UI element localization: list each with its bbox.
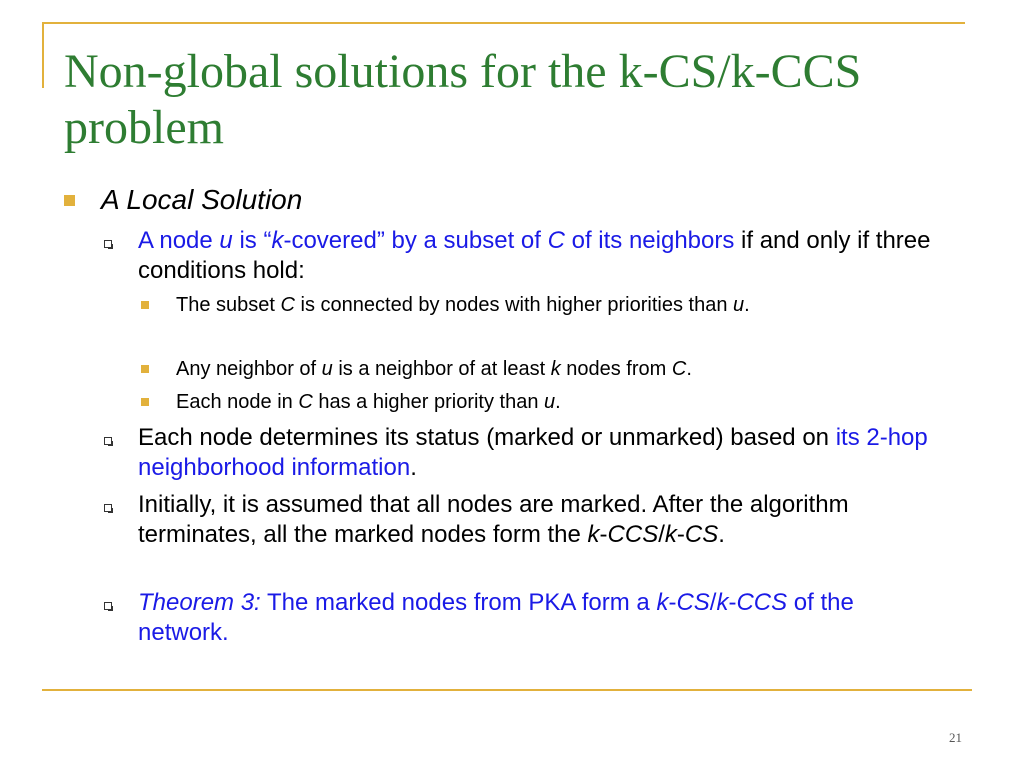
text-run: k	[716, 589, 729, 616]
bullet-square-icon	[141, 301, 149, 309]
condition-1	[176, 292, 966, 318]
text-run: k	[271, 227, 284, 254]
text-run: .	[744, 294, 750, 316]
text-run: CS	[684, 521, 719, 548]
bullet-hollow-square-icon	[104, 240, 112, 248]
text-run: C	[298, 391, 313, 413]
text-run: A node	[138, 227, 220, 254]
text-run: CCS	[607, 521, 659, 548]
text-run: u	[544, 391, 556, 413]
text-run: Any neighbor of	[176, 358, 322, 380]
text-run: -	[668, 589, 677, 616]
sub-bullet-status	[138, 423, 938, 483]
text-run: -	[599, 521, 608, 548]
text-run: of the network.	[138, 589, 854, 646]
text-run: CCS	[736, 589, 788, 616]
bullet-square-icon	[141, 365, 149, 373]
condition-2	[176, 356, 966, 382]
text-run: is a neighbor of at least	[332, 358, 551, 380]
text-run: if and only if three conditions hold:	[138, 227, 931, 284]
text-run: of its neighbors	[564, 227, 735, 254]
text-run: is “	[232, 227, 272, 254]
text-run: k	[664, 521, 677, 548]
text-run: u	[321, 358, 333, 380]
text-run: -covered” by a subset of	[283, 227, 548, 254]
text-run: .	[718, 521, 725, 548]
top-left-vertical-rule	[42, 22, 44, 88]
text-run: k	[587, 521, 600, 548]
sub-bullet-initially	[138, 490, 938, 550]
bottom-horizontal-rule	[42, 689, 972, 691]
text-run: .	[410, 454, 417, 481]
condition-3	[176, 389, 966, 415]
text-run: .	[686, 358, 692, 380]
text-run: .	[555, 391, 561, 413]
text-run: C	[280, 294, 295, 316]
text-run: Initially, it is assumed that all nodes are marked. After the algorithm terminates, all the marked nodes form the	[138, 491, 849, 548]
bullet-hollow-square-icon	[104, 504, 112, 512]
page-number: 21	[949, 730, 962, 745]
text-run: /	[709, 589, 717, 616]
text-run: The marked nodes from PKA form a	[260, 589, 657, 616]
bullet-hollow-square-icon	[104, 602, 112, 610]
text-run: C	[547, 227, 565, 254]
bullet-hollow-square-icon	[104, 437, 112, 445]
text-run: is connected by nodes with higher priorities than	[294, 294, 733, 316]
text-run: has a higher priority than	[312, 391, 545, 413]
sub-bullet-k-covered	[138, 226, 968, 286]
text-run: -	[676, 521, 685, 548]
text-run: Theorem 3:	[138, 589, 261, 616]
bullet-square-icon	[64, 195, 75, 206]
top-horizontal-rule	[42, 22, 965, 24]
text-run: Each node in	[176, 391, 299, 413]
text-run: /	[658, 521, 665, 548]
text-run: nodes from	[560, 358, 672, 380]
heading-local-solution: A Local Solution	[101, 184, 303, 215]
text-run: C	[671, 358, 687, 380]
text-run: u	[219, 227, 233, 254]
text-run: Each node determines its status (marked or unmarked) based on	[138, 424, 836, 451]
text-run: -	[728, 589, 737, 616]
bullet-square-icon	[141, 398, 149, 406]
text-run: k	[656, 589, 669, 616]
text-run: The subset	[176, 294, 281, 316]
text-run: u	[733, 294, 745, 316]
text-run: its 2-hop neighborhood information	[138, 424, 928, 481]
text-run: k	[550, 358, 561, 380]
text-run: CS	[676, 589, 710, 616]
sub-bullet-theorem	[138, 588, 938, 648]
slide-title: Non-global solutions for the k-CS/k-CCS problem	[64, 45, 862, 154]
